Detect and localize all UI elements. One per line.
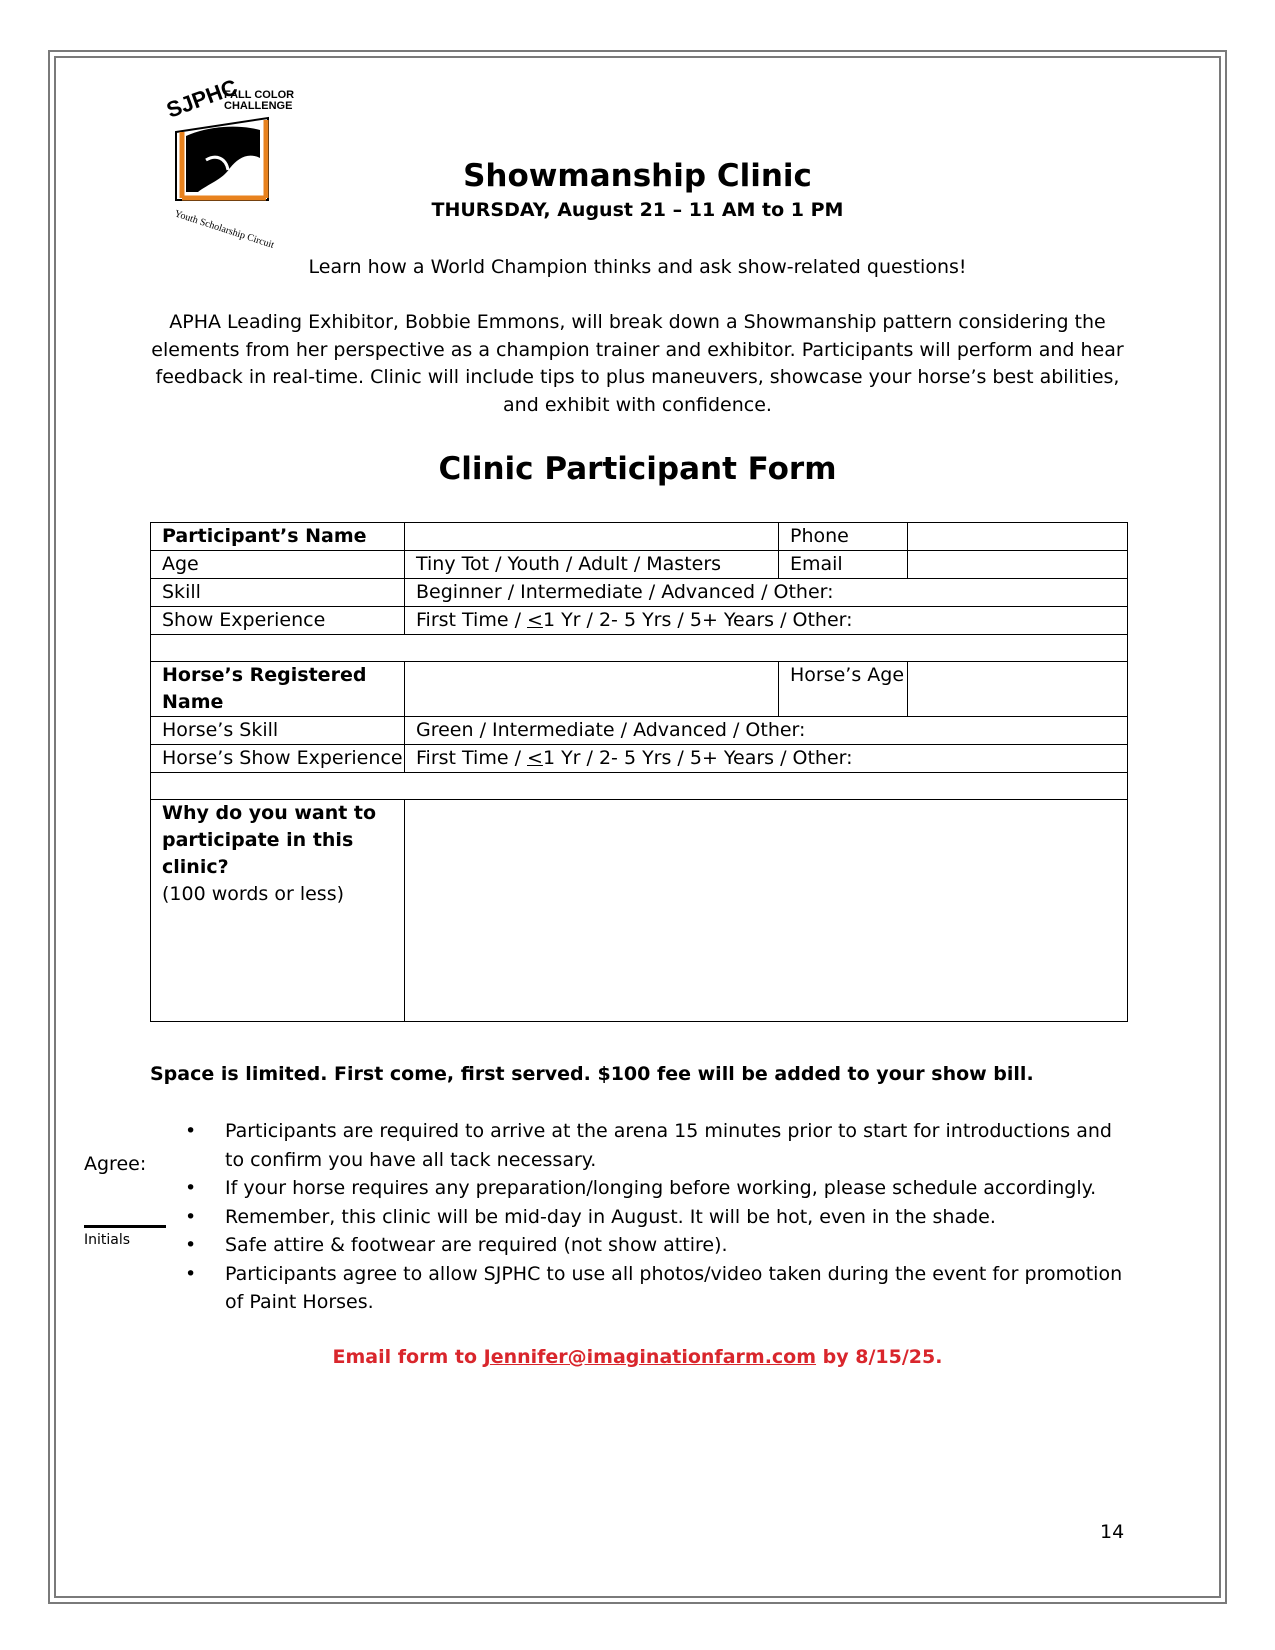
rule-item [185,1174,1125,1203]
horse-skill-options[interactable]: Green / Intermediate / Advanced / Other: [405,717,1128,745]
bullet-icon: • [185,1120,197,1142]
form-row-skill [151,579,1128,607]
bullet-icon: • [185,1177,197,1199]
skill-options[interactable]: Beginner / Intermediate / Advanced / Other: [405,579,1128,607]
form-row-horse-skill [151,717,1128,745]
email-instruction [0,1346,1275,1368]
experience-suffix: 1 Yr / 2- 5 Yrs / 5+ Years / Other: [542,609,853,631]
horse-experience-suffix: 1 Yr / 2- 5 Yrs / 5+ Years / Other: [542,747,853,769]
event-date: THURSDAY, August 21 – 11 AM to 1 PM [431,199,844,221]
spacer-cell [151,635,1128,662]
form-row-show-experience [151,607,1128,635]
rule-text: Safe attire & footwear are required (not show attire). [225,1234,728,1256]
space-limited-notice: Space is limited. First come, first served. $100 fee will be added to your show bill. [150,1063,1034,1085]
form-row-participant [151,523,1128,551]
tagline: Learn how a World Champion thinks and ask show-related questions! [308,256,967,278]
page-number: 14 [1100,1521,1125,1543]
rule-text: If your horse requires any preparation/longing before working, please schedule accordingly. [225,1177,1097,1199]
why-cell [151,800,405,1022]
horse-show-experience-label: Horse’s Show Experience [151,745,405,773]
form-row-spacer [151,635,1128,662]
initials-line[interactable] [84,1225,166,1228]
phone-field[interactable] [908,523,1128,551]
why-label: Why do you want to participate in this clinic? [162,802,377,878]
horse-experience-less-equal: < [527,747,543,769]
rule-item [185,1260,1125,1317]
initials-label: Initials [84,1232,131,1248]
why-response-field[interactable] [405,800,1128,1022]
form-row-spacer-2 [151,773,1128,800]
rule-text: Remember, this clinic will be mid-day in August. It will be hot, even in the shade. [225,1205,996,1228]
participant-name-field[interactable] [405,523,779,551]
show-experience-label: Show Experience [151,607,405,635]
logo-arc-text: Youth Scholarship Circuit [173,208,276,251]
email-suffix: by 8/15/25. [816,1346,943,1368]
form-row-age [151,551,1128,579]
email-link[interactable]: Jennifer@imaginationfarm.com [483,1346,817,1368]
horse-name-field[interactable] [405,662,779,717]
rules-list [185,1117,1125,1317]
rule-item [185,1117,1125,1174]
why-hint: (100 words or less) [162,883,345,905]
horse-experience-prefix: First Time / [416,747,528,769]
form-row-why [151,800,1128,1022]
skill-label: Skill [151,579,405,607]
horse-show-experience-options[interactable] [405,745,1128,773]
form-row-horse-show-experience [151,745,1128,773]
form-title: Clinic Participant Form [438,451,837,487]
bullet-icon: • [185,1262,197,1285]
email-field[interactable] [908,551,1128,579]
phone-label: Phone [779,523,908,551]
bullet-icon: • [185,1234,197,1256]
show-experience-options[interactable] [405,607,1128,635]
horse-age-label: Horse’s Age [779,662,908,717]
age-options[interactable]: Tiny Tot / Youth / Adult / Masters [405,551,779,579]
email-label: Email [779,551,908,579]
spacer-cell-2 [151,773,1128,800]
rule-text: Participants agree to allow SJPHC to use all photos/video taken during the event for promotion of Paint Horses. [225,1262,1123,1313]
rule-item [185,1203,1125,1232]
rule-item [185,1231,1125,1260]
page-title: Showmanship Clinic [463,158,812,194]
experience-less-equal: < [527,609,543,631]
horse-skill-label: Horse’s Skill [151,717,405,745]
agree-label: Agree: [84,1153,147,1175]
form-row-horse-name [151,662,1128,717]
logo-title-line2: CHALLENGE [224,100,293,112]
bullet-icon: • [185,1205,197,1228]
participant-form-table [150,522,1128,1022]
participant-name-label: Participant’s Name [151,523,405,551]
experience-prefix: First Time / [416,609,528,631]
logo-brand-text: SJPHC [163,74,241,123]
horse-age-field[interactable] [908,662,1128,717]
clinic-description: APHA Leading Exhibitor, Bobbie Emmons, will break down a Showmanship pattern considering the elements from her perspective as a champion trainer and exhibitor. Participants will perform and hear feedback in real-time. Clinic will include tips to plus maneuvers, showcase your horse’s best abilities, and exhibit with confidence. [151,311,1124,416]
age-label: Age [151,551,405,579]
email-prefix: Email form to [332,1346,484,1368]
horse-name-label: Horse’s Registered Name [151,662,405,717]
rule-text: Participants are required to arrive at the arena 15 minutes prior to start for introductions and to confirm you have all tack necessary. [225,1120,1112,1171]
logo-title-line1: FALL COLOR [224,89,295,101]
